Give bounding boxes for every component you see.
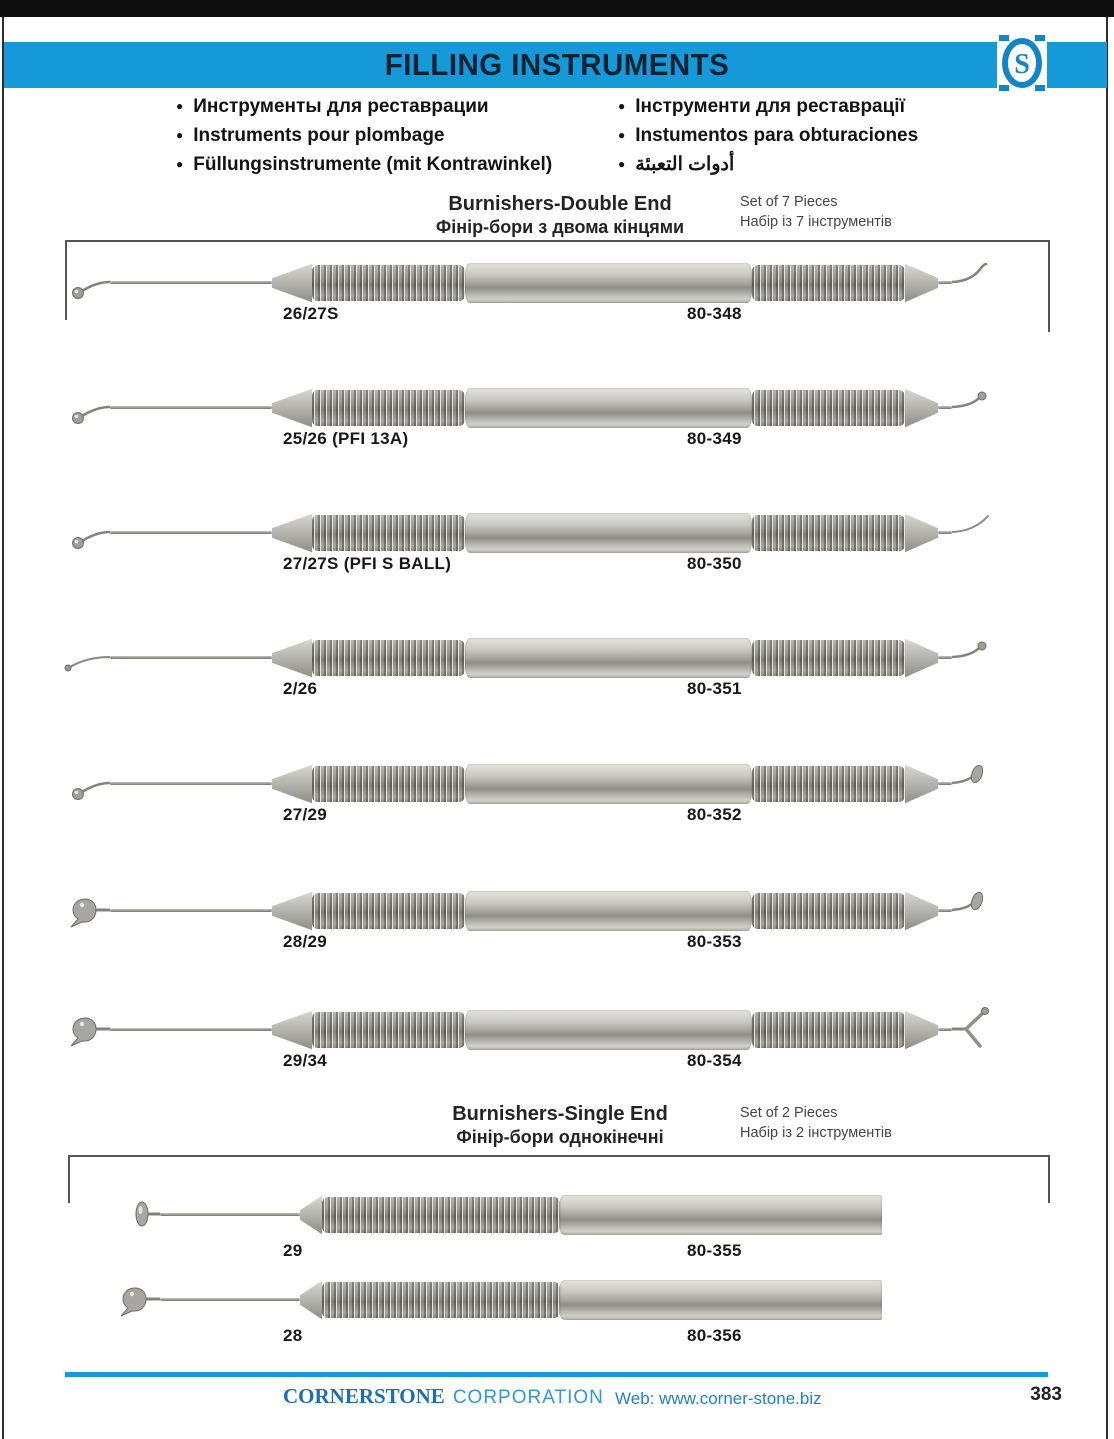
catalog-number-label: 80-350 bbox=[687, 554, 742, 573]
catalog-number-label: 80-354 bbox=[687, 1051, 742, 1070]
instrument-handle bbox=[465, 764, 752, 804]
bullet-item: ● Füllungsinstrumente (mit Kontrawinkel) bbox=[176, 154, 553, 175]
instrument-grip bbox=[312, 766, 465, 802]
bullet-icon: ● bbox=[618, 99, 626, 113]
instrument-shank bbox=[160, 1298, 300, 1301]
instrument-size-label: 26/27S bbox=[283, 304, 339, 323]
acorn-left-tip-icon bbox=[62, 1006, 110, 1054]
ball-up-tip-icon bbox=[952, 384, 1000, 432]
instrument-shank bbox=[938, 782, 952, 785]
instrument-grip bbox=[752, 265, 905, 301]
set-bracket-right bbox=[1048, 1155, 1050, 1203]
instrument-illustration bbox=[40, 613, 1020, 703]
instrument-neck bbox=[272, 388, 312, 428]
instrument-neck bbox=[905, 638, 938, 678]
bullet-item: ● أدوات التعبئة bbox=[618, 154, 735, 175]
instrument-neck bbox=[300, 1195, 322, 1235]
instrument-illustration bbox=[40, 985, 1020, 1075]
instrument-grip bbox=[752, 766, 905, 802]
instrument-handle bbox=[465, 388, 752, 428]
instrument-illustration bbox=[40, 363, 1020, 453]
set-info-single-end: Set of 2 Pieces Набір із 2 інструментів bbox=[740, 1105, 892, 1141]
ball-up-tip-icon bbox=[952, 634, 1000, 682]
top-black-strip bbox=[0, 0, 1114, 17]
point-up-tip-icon bbox=[952, 509, 1000, 557]
bullet-icon: ● bbox=[618, 128, 626, 142]
catalog-number-label: 80-349 bbox=[687, 429, 742, 448]
ball-down-tip-icon bbox=[62, 259, 110, 307]
instrument-illustration bbox=[40, 488, 1020, 578]
bullet-item: ● Instruments pour plombage bbox=[176, 125, 445, 146]
page-number: 383 bbox=[1030, 1384, 1062, 1405]
instrument-neck bbox=[272, 891, 312, 931]
disc-left-tip-icon bbox=[112, 1191, 160, 1239]
bullet-icon: ● bbox=[618, 157, 626, 171]
instrument-grip bbox=[312, 893, 465, 929]
disc-right-tip-icon bbox=[952, 760, 1000, 808]
instrument-size-label: 25/26 (PFI 13A) bbox=[283, 429, 409, 448]
instrument-size-label: 27/29 bbox=[283, 805, 328, 824]
instrument-size-label: 29 bbox=[283, 1241, 303, 1260]
instrument-illustration bbox=[40, 1170, 1020, 1260]
bullet-icon: ● bbox=[176, 128, 184, 142]
instrument-illustration bbox=[40, 739, 1020, 829]
instrument-handle bbox=[560, 1195, 882, 1235]
instrument-neck bbox=[905, 388, 938, 428]
instrument-grip bbox=[752, 640, 905, 676]
set-bracket-right bbox=[1048, 240, 1050, 332]
y-fork-tip-icon bbox=[952, 1006, 1000, 1054]
instrument-shank bbox=[110, 281, 272, 284]
instrument-illustration bbox=[40, 1255, 1020, 1345]
company-name: CORNERSTONE CORPORATION bbox=[283, 1384, 604, 1408]
instrument-neck bbox=[905, 513, 938, 553]
instrument-shank bbox=[110, 531, 272, 534]
ball-down-tip-icon bbox=[62, 509, 110, 557]
instrument-neck bbox=[300, 1280, 322, 1320]
ball-down-tip-icon bbox=[62, 384, 110, 432]
bullet-list-right bbox=[618, 92, 918, 179]
instrument-grip bbox=[312, 265, 465, 301]
instrument-neck bbox=[905, 764, 938, 804]
instrument-handle bbox=[465, 891, 752, 931]
instrument-shank bbox=[110, 1028, 272, 1031]
bullet-item: ● Інструменти для реставрації bbox=[618, 96, 905, 117]
instrument-grip bbox=[312, 1012, 465, 1048]
curve-down-tip-icon bbox=[62, 634, 110, 682]
instrument-illustration bbox=[40, 866, 1020, 956]
company-logo-icon bbox=[997, 33, 1047, 93]
acorn-left-tip-icon bbox=[62, 887, 110, 935]
instrument-handle bbox=[465, 638, 752, 678]
disc-right-tip-icon bbox=[952, 887, 1000, 935]
instrument-shank bbox=[938, 281, 952, 284]
instrument-grip bbox=[752, 390, 905, 426]
bullet-icon: ● bbox=[176, 157, 184, 171]
hook-up-tip-icon bbox=[952, 259, 1000, 307]
instrument-shank bbox=[110, 909, 272, 912]
instrument-grip bbox=[322, 1197, 560, 1233]
instrument-neck bbox=[272, 513, 312, 553]
instrument-grip bbox=[312, 640, 465, 676]
instrument-grip bbox=[752, 1012, 905, 1048]
instrument-neck bbox=[905, 1010, 938, 1050]
instrument-shank bbox=[938, 531, 952, 534]
section-title-single-end: Burnishers-Single End Фінір-бори однокінечні bbox=[452, 1103, 668, 1147]
instrument-grip bbox=[322, 1282, 560, 1318]
instrument-neck bbox=[272, 764, 312, 804]
instrument-size-label: 27/27S (PFI S BALL) bbox=[283, 554, 452, 573]
instrument-shank bbox=[110, 406, 272, 409]
instrument-shank bbox=[938, 406, 952, 409]
instrument-neck bbox=[272, 263, 312, 303]
website-link: Web: www.corner-stone.biz bbox=[615, 1389, 822, 1408]
instrument-neck bbox=[905, 891, 938, 931]
instrument-grip bbox=[312, 390, 465, 426]
instrument-size-label: 28 bbox=[283, 1326, 303, 1345]
catalog-number-label: 80-356 bbox=[687, 1326, 742, 1345]
acorn-left-tip-icon bbox=[112, 1276, 160, 1324]
page-right-border bbox=[1106, 17, 1108, 1439]
instrument-size-label: 29/34 bbox=[283, 1051, 328, 1070]
bullet-icon: ● bbox=[176, 99, 184, 113]
catalog-number-label: 80-351 bbox=[687, 679, 742, 698]
instrument-handle bbox=[465, 263, 752, 303]
instrument-shank bbox=[110, 782, 272, 785]
instrument-handle bbox=[465, 1010, 752, 1050]
instrument-shank bbox=[938, 909, 952, 912]
instrument-shank bbox=[110, 656, 272, 659]
bullet-item: ● Instumentos para obturaciones bbox=[618, 125, 919, 146]
instrument-size-label: 2/26 bbox=[283, 679, 318, 698]
page-left-border bbox=[2, 17, 4, 1439]
instrument-grip bbox=[312, 515, 465, 551]
catalog-number-label: 80-352 bbox=[687, 805, 742, 824]
instrument-size-label: 28/29 bbox=[283, 932, 328, 951]
instrument-shank bbox=[938, 1028, 952, 1031]
bullet-item: ● Инструменты для реставрации bbox=[176, 96, 489, 117]
catalog-number-label: 80-355 bbox=[687, 1241, 742, 1260]
instrument-grip bbox=[752, 515, 905, 551]
catalog-number-label: 80-353 bbox=[687, 932, 742, 951]
bullet-list-left bbox=[176, 92, 552, 179]
page-title: FILLING INSTRUMENTS bbox=[384, 47, 730, 82]
section-title-double-end: Burnishers-Double End Фінір-бори з двома кінцями bbox=[435, 193, 685, 237]
footer-divider bbox=[65, 1372, 1048, 1377]
instrument-neck bbox=[905, 263, 938, 303]
instrument-neck bbox=[272, 638, 312, 678]
instrument-neck bbox=[272, 1010, 312, 1050]
svg-text:S: S bbox=[1014, 49, 1030, 80]
instrument-handle bbox=[560, 1280, 882, 1320]
set-bracket-top bbox=[68, 1155, 1050, 1157]
instrument-shank bbox=[938, 656, 952, 659]
ball-down-tip-icon bbox=[62, 760, 110, 808]
catalog-number-label: 80-348 bbox=[687, 304, 742, 323]
instrument-illustration bbox=[40, 238, 1020, 328]
set-info-double-end: Set of 7 Pieces Набір із 7 інструментів bbox=[740, 194, 892, 230]
instrument-shank bbox=[160, 1213, 300, 1216]
instrument-grip bbox=[752, 893, 905, 929]
instrument-handle bbox=[465, 513, 752, 553]
